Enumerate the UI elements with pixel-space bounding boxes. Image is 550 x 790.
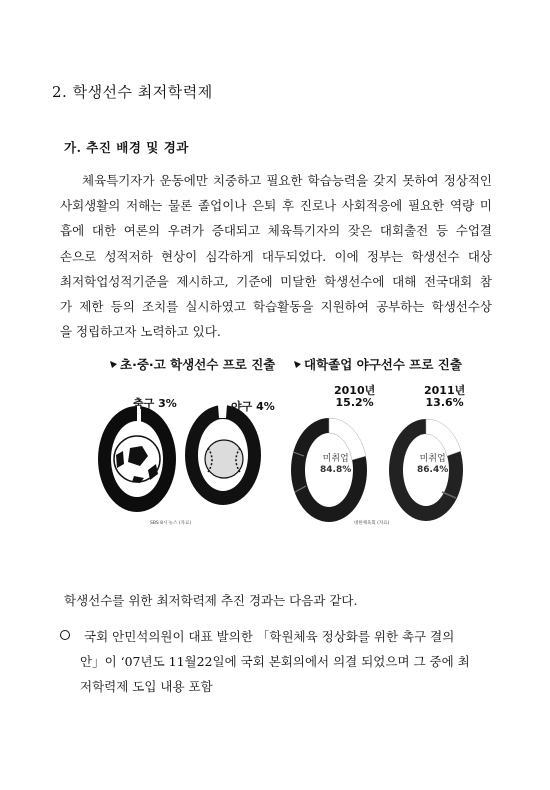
bullet-text: 국회 안민석의원이 대표 발의한 「학원체육 정상화를 위한 촉구 결의 — [84, 629, 455, 644]
donut-2011-inner — [417, 454, 448, 476]
right-caption-marker-icon — [294, 361, 301, 368]
paragraph-line: 가 제한 등의 조치를 실시하였고 학습활동을 지원하여 공부하는 학생선수상 — [60, 298, 492, 314]
baseball-icon — [205, 440, 243, 478]
donut-2010-inner-value: 84.8% — [320, 465, 352, 475]
subsection-title: 가. 추진 배경 및 경과 — [64, 140, 189, 155]
donut-baseball — [185, 405, 261, 505]
left-source: SBS 8시 뉴스 (자료) — [150, 521, 192, 526]
paragraph-line: 최저학업성적기준을 제시하고, 기준에 미달한 학생선수에 대해 전국대회 참 — [60, 273, 492, 289]
donut-2011-year: 2011년 — [424, 384, 466, 397]
donut-soccer — [98, 406, 176, 512]
section-title: 2. 학생선수 최저학력제 — [52, 83, 213, 101]
right-caption: 대학졸업 야구선수 프로 진출 — [304, 357, 462, 372]
paragraph-line: 사회생활의 저해는 물론 졸업이나 은퇴 후 진로나 사회적응에 필요한 역량 미 — [60, 198, 492, 214]
donut-2011-inner-label: 미취업 — [419, 454, 446, 464]
bullet-item — [60, 624, 500, 699]
right-source: 대한체육회 (자료) — [354, 521, 390, 526]
bullet-line — [60, 624, 500, 649]
donut-2011-header — [424, 385, 465, 409]
donut-2010-year: 2010년 — [334, 384, 376, 397]
donut-2010-header — [334, 385, 375, 409]
donut-2010-inner — [320, 454, 351, 476]
figure-graphic — [90, 352, 470, 534]
donut-soccer-label: 축구 3% — [133, 397, 177, 410]
body-paragraph — [60, 168, 492, 344]
paragraph-line: 을 정립하고자 노력하고 있다. — [60, 324, 221, 340]
donut-2010-pct: 15.2% — [335, 396, 374, 409]
paragraph-line: 체육특기자가 운동에만 치중하고 필요한 학습능력을 갖지 못하여 정상적인 — [82, 173, 492, 188]
left-caption-marker-icon — [110, 361, 117, 368]
bullet-line: 저학력제 도입 내용 포함 — [80, 679, 213, 694]
donut-2011-pct: 13.6% — [425, 396, 464, 409]
paragraph-line: 손으로 성적저하 현상이 심각하게 대두되었다. 이에 정부는 학생선수 대상 — [60, 248, 492, 264]
donut-2011-inner-value: 86.4% — [417, 465, 449, 475]
left-caption: 초·중·고 학생선수 프로 진출 — [120, 357, 276, 372]
bullet-line: 안」이 ‘07년도 11월22일에 국회 본회의에서 의결 되었으며 그 중에 최 — [80, 654, 470, 669]
bullet-circle-icon — [60, 630, 70, 640]
figure — [90, 352, 470, 534]
donut-2010-inner-label: 미취업 — [322, 454, 349, 464]
paragraph-line: 흡에 대한 여론의 우려가 증대되고 체육특기자의 잦은 대회출전 등 수업결 — [60, 223, 492, 239]
donut-baseball-label: 야구 4% — [231, 400, 275, 413]
after-figure-text: 학생선수를 위한 최저학력제 추진 경과는 다음과 같다. — [64, 593, 358, 608]
